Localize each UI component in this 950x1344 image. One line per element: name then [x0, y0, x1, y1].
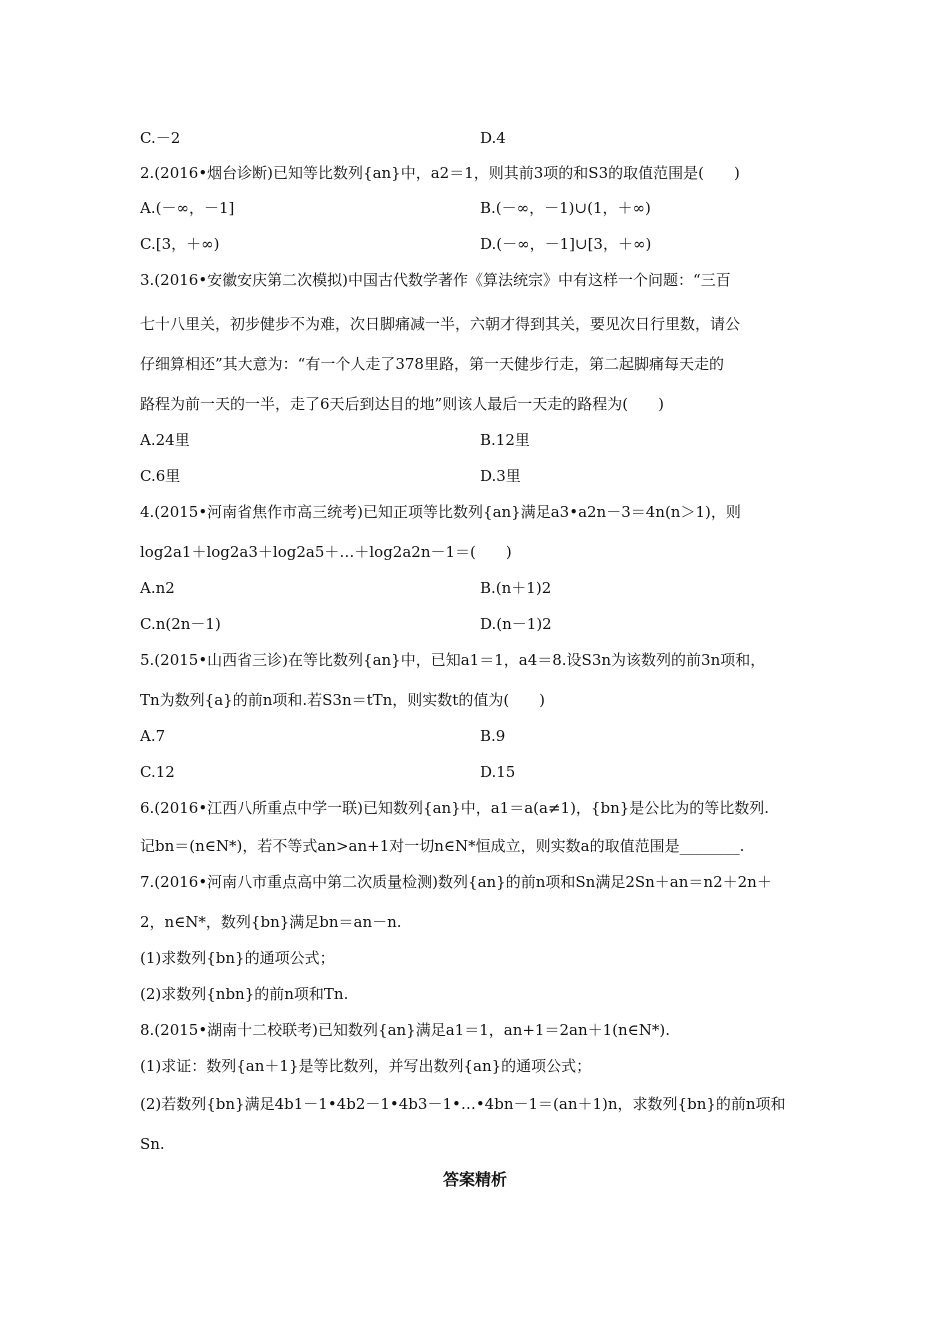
text-line: 记bn＝(n∈N*)，若不等式an>an+1对一切n∈N*恒成立，则实数a的取值范围是________.: [140, 837, 745, 855]
text-line: B.(－∞，－1)∪(1，＋∞): [480, 199, 651, 217]
text-line: A.7: [140, 727, 166, 745]
text-line: 5.(2015•山西省三诊)在等比数列{an}中，已知a1＝1，a4＝8.设S3n为该数列的前3n项和，: [140, 651, 766, 669]
text-line: B.9: [480, 727, 506, 745]
text-line: 3.(2016•安徽安庆第二次模拟)中国古代数学著作《算法统宗》中有这样一个问题：“三百: [140, 271, 731, 289]
text-line: Tn为数列{a}的前n项和.若S3n＝tTn，则实数t的值为( ): [140, 691, 546, 709]
text-line: C.6里: [140, 467, 181, 485]
text-line: 6.(2016•江西八所重点中学一联)已知数列{an}中，a1＝a(a≠1)，{bn}是公比为的等比数列.: [140, 799, 770, 817]
text-line: log2a1＋log2a3＋log2a5＋…＋log2a2n－1＝( ): [140, 543, 512, 561]
text-line: B.(n＋1)2: [480, 579, 552, 597]
text-line: A.(－∞，－1]: [140, 199, 235, 217]
text-line: Sn.: [140, 1135, 165, 1153]
text-line: D.3里: [480, 467, 521, 485]
text-line: C.n(2n－1): [140, 615, 221, 633]
text-line: (2)求数列{nbn}的前n项和Tn.: [140, 985, 349, 1003]
text-line: A.n2: [140, 579, 175, 597]
text-line: D.(－∞，－1]∪[3，＋∞): [480, 235, 652, 253]
text-line: D.4: [480, 129, 506, 147]
text-line: D.(n－1)2: [480, 615, 552, 633]
text-line: C.12: [140, 763, 175, 781]
text-line: 七十八里关，初步健步不为难，次日脚痛减一半，六朝才得到其关，要见次日行里数，请公: [140, 315, 741, 333]
text-line: 路程为前一天的一半，走了6天后到达目的地”则该人最后一天走的路程为( ): [140, 395, 664, 413]
text-line: C.[3，＋∞): [140, 235, 220, 253]
text-line: A.24里: [140, 431, 190, 449]
text-line: D.15: [480, 763, 516, 781]
text-line: (1)求证：数列{an＋1}是等比数列，并写出数列{an}的通项公式；: [140, 1057, 592, 1075]
text-line: 7.(2016•河南八市重点高中第二次质量检测)数列{an}的前n项和Sn满足2Sn＋an＝n2＋2n＋: [140, 873, 772, 891]
text-line: 2，n∈N*，数列{bn}满足bn＝an－n.: [140, 913, 402, 931]
text-line: 2.(2016•烟台诊断)已知等比数列{an}中，a2＝1，则其前3项的和S3的取值范围是( ): [140, 164, 740, 182]
text-line: B.12里: [480, 431, 530, 449]
text-line: (2)若数列{bn}满足4b1－1•4b2－1•4b3－1•…•4bn－1＝(an＋1)n，求数列{bn}的前n项和: [140, 1095, 786, 1113]
text-line: 8.(2015•湖南十二校联考)已知数列{an}满足a1＝1，an+1＝2an＋1(n∈N*).: [140, 1021, 671, 1039]
text-line: C.－2: [140, 129, 181, 147]
section-title: 答案精析: [442, 1170, 507, 1189]
text-line: (1)求数列{bn}的通项公式；: [140, 949, 335, 967]
text-line: 仔细算相还”其大意为：“有一个人走了378里路，第一天健步行走，第二起脚痛每天走的: [140, 355, 724, 373]
text-line: 4.(2015•河南省焦作市高三统考)已知正项等比数列{an}满足a3•a2n－3＝4n(n＞1)，则: [140, 503, 741, 521]
